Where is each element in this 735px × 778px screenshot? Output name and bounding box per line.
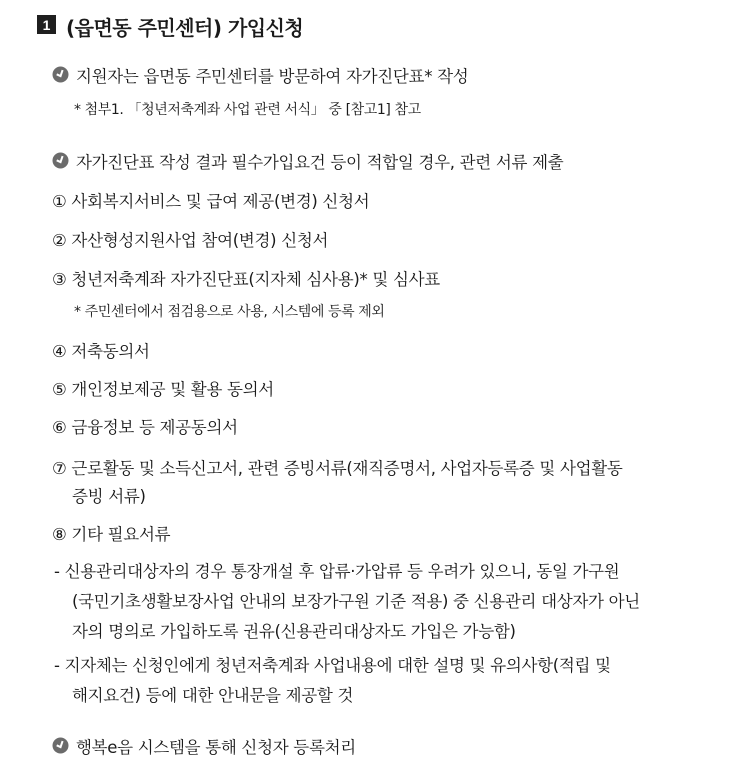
step-bullet-icon <box>52 66 69 83</box>
municipality-guide-line: - 지자체는 신청인에게 청년저축계좌 사업내용에 대한 설명 및 유의사항(적립 및 <box>54 656 611 675</box>
section-title: (읍면동 주민센터) 가입신청 <box>66 16 304 40</box>
step1-note: * 첨부1. 「청년저축계좌 사업 관련 서식」 중 [참고1] 참고 <box>74 102 421 118</box>
credit-advice-line: (국민기초생활보장사업 안내의 보장가구원 기준 적용) 중 신용관리 대상자가 아닌 <box>72 592 640 611</box>
document-item-continued: 증빙 서류) <box>72 487 146 506</box>
section-number-badge: 1 <box>37 15 56 34</box>
document-item: ③ 청년저축계좌 자가진단표(지자체 심사용)* 및 심사표 <box>52 270 440 289</box>
document-item: ⑤ 개인정보제공 및 활용 동의서 <box>52 380 274 399</box>
document-item: ⑥ 금융정보 등 제공동의서 <box>52 418 238 437</box>
municipality-guide-line: 해지요건) 등에 대한 안내문을 제공할 것 <box>72 686 354 705</box>
step-bullet-icon <box>52 737 69 754</box>
item3-note: * 주민센터에서 점검용으로 사용, 시스템에 등록 제외 <box>74 304 385 320</box>
document-item: ④ 저축동의서 <box>52 342 150 361</box>
step2-text: 자가진단표 작성 결과 필수가입요건 등이 적합일 경우, 관련 서류 제출 <box>76 153 564 172</box>
credit-advice-line: - 신용관리대상자의 경우 통장개설 후 압류·가압류 등 우려가 있으니, 동일 가구원 <box>54 562 620 581</box>
document-item: ① 사회복지서비스 및 급여 제공(변경) 신청서 <box>52 192 370 211</box>
step3-text: 행복e음 시스템을 통해 신청자 등록처리 <box>76 738 356 757</box>
step1-text: 지원자는 읍면동 주민센터를 방문하여 자가진단표* 작성 <box>76 67 469 86</box>
credit-advice-line: 자의 명의로 가입하도록 권유(신용관리대상자도 가입은 가능함) <box>72 622 516 641</box>
step-bullet-icon <box>52 152 69 169</box>
document-item: ⑧ 기타 필요서류 <box>52 525 171 544</box>
document-item: ⑦ 근로활동 및 소득신고서, 관련 증빙서류(재직증명서, 사업자등록증 및 사업활동 <box>52 459 623 478</box>
document-item: ② 자산형성지원사업 참여(변경) 신청서 <box>52 231 329 250</box>
